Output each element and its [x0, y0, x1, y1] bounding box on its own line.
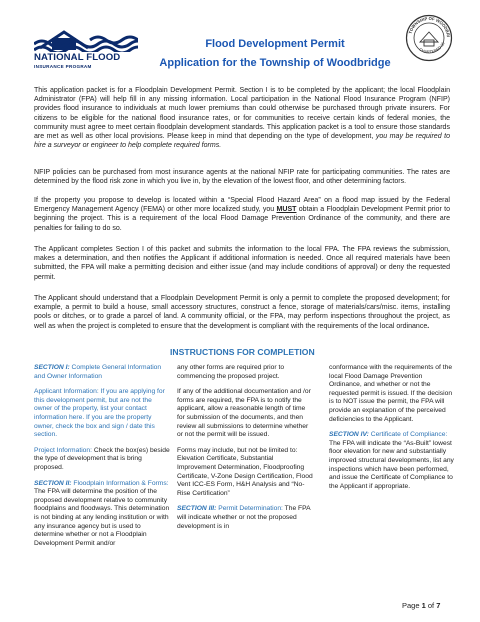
intro-text: obtain a Floodplain Development Permit prior to beginning the project. This is a requirement of the local Flood Damage Prevention Ordinance of the community, and there are penalties for failing to do so. — [34, 206, 450, 232]
instructions-column-1 — [34, 364, 170, 555]
intro-paragraph-2: NFIP policies can be purchased from most insurance agents at the national NFIP rate for participating communities. The rates are determined by the flood risk zone in which you live in, by the elevation of the lowest floor, and other determining factors. — [34, 169, 450, 186]
section-1-label: SECTION I: — [34, 364, 70, 371]
project-info-text: Check the box(es) beside the type of development that is bring proposed. — [34, 446, 170, 471]
section-3-label: SECTION III: — [177, 505, 217, 513]
section-1-text: Complete General Information and Owner Information — [34, 364, 162, 380]
svg-text:TOWNSHIP OF WOODBRIDGE: TOWNSHIP OF WOODBRI — [407, 15, 451, 38]
page-subtitle: Application for the Township of Woodbridge — [159, 57, 391, 69]
instructions-column-3 — [329, 364, 455, 498]
intro-text: This application packet is for a Floodplain Development Permit. Section I is to be completed by the applicant; the local Floodplain Administrator (FPA) will help fill in any missing information. Local participation in the National Flood Insurance Program (NFIP) provides flood insurance to individuals at much lower premiums than could otherwise be purchased through private insurers. For citizens to be eligible for the national flood insurance rates, or for communities to receive certain kinds of federal monies, the community must agree to meet certain floodplain development standards. This application packet is a tool to ensure those standards are met as well as other local provisions. Please keep in mind that depending on the type of development, — [34, 87, 450, 141]
section-2-label: SECTION II: — [34, 479, 72, 487]
column-3-paragraph: conformance with the requirements of the local Flood Damage Prevention Ordinance, and whether or not the requested permit is issued. If the decision is to NOT issue the permit, the FPA will provide an explanation of the perceived deficiencies to the Applicant. — [329, 364, 453, 423]
page-current: 1 — [421, 601, 426, 610]
section-3-title: Permit Determination: — [216, 505, 283, 513]
page-prefix: Page — [402, 601, 422, 610]
column-2-paragraph: any other forms are required prior to commencing the proposed project. — [177, 364, 285, 380]
instructions-heading: INSTRUCTIONS FOR COMPLETION — [170, 347, 315, 357]
instructions-column-2 — [177, 364, 313, 538]
page-number — [402, 601, 440, 610]
section-4-text: The FPA will indicate the “As-Built” lowest floor elevation for new and substantially improved structural developments, list any inspections which have been performed, and issue the Certificate of Compliance to the Applicant if appropriate. — [329, 439, 454, 490]
section-2-item — [34, 480, 170, 549]
logo-title: NATIONAL FLOOD — [34, 52, 121, 63]
nfip-logo — [34, 22, 138, 78]
page-total: 7 — [436, 601, 441, 610]
intro-text: If the property you propose to develop is located within a “Special Flood Hazard Area” on a flood map issued by the Federal Emergency Management Agency (FEMA) or other more localized study, you — [34, 197, 450, 214]
applicant-info-item: Applicant Information: If you are applying for this development permit, but are not the owner of the property, list your contact information here. If you are the property owner, check the box and sign / date this section. — [34, 388, 165, 439]
intro-paragraph-5 — [34, 294, 450, 331]
township-seal-icon — [405, 14, 453, 62]
must-emphasis: MUST — [276, 206, 297, 214]
intro-paragraph-4: The Applicant completes Section I of this packet and submits the information to the local FPA. The FPA reviews the submission, makes a determination, and then notifies the Applicant if additional information is needed. Once all required materials have been submitted, the FPA will make a permitting decision and either issue (and may include conditions of approval) or deny the requested permit. — [34, 246, 450, 281]
section-4-label: SECTION IV: — [329, 431, 369, 439]
page-separator: of — [425, 601, 437, 610]
nfip-waves-icon — [34, 22, 138, 52]
intro-paragraph-3 — [34, 196, 450, 233]
intro-text: . — [427, 322, 430, 330]
intro-text: The Applicant should understand that a Floodplain Development Permit is only a permit to complete the proposed development; for example, a permit to build a house, small accessory structures, construct a fence, storage of materials/cars/misc. items, installing pools or ditches, or to grade a parcel of land. A community official, or the FPA, may perform inspections throughout the project, as well as when the project is completed to ensure that the development is compliant with the requirements of the local ordinance — [34, 295, 450, 330]
project-info-item — [34, 447, 170, 473]
section-3-text: The FPA will indicate whether or not the proposed development is in — [177, 505, 311, 530]
section-4-item — [329, 431, 455, 491]
column-2-paragraph: Forms may include, but not be limited to: Elevation Certificate, Substantial Improvement Determination, Floodproofing Certificate, V-Zone Design Certification, Flood Vent ICC-ES Form, H&H Analysis and “No-Rise Certification” — [177, 446, 313, 497]
section-2-text: The FPA will determine the position of the proposed development relative to community floodplains and floodways. This determination is not binding at any lending institution or with any insurance agency but is used to determine whether or not a Floodplain Development Permit and/or — [34, 488, 170, 547]
section-3-item — [177, 505, 313, 531]
logo-subtitle: INSURANCE PROGRAM — [34, 64, 92, 69]
page-title: Flood Development Permit — [205, 38, 345, 50]
column-2-paragraph: If any of the additional documentation and /or forms are required, the FPA is to notify the applicant, allow a reasonable length of time for submission of the documents, and then review all submissions to determine whether or not the permit will be issued. — [177, 388, 311, 439]
section-1-item — [34, 364, 170, 381]
section-4-title: Certificate of Compliance: — [368, 431, 448, 439]
intro-italic-note: you may be required to hire a surveyor or engineer to help complete required forms. — [34, 133, 450, 150]
project-info-label: Project Information: — [34, 446, 92, 454]
section-2-title: Floodplain Information & Forms: — [71, 479, 169, 487]
svg-text:CHARTERED 1669: CHARTERED 16 — [418, 41, 446, 55]
intro-paragraph-1 — [34, 86, 450, 150]
